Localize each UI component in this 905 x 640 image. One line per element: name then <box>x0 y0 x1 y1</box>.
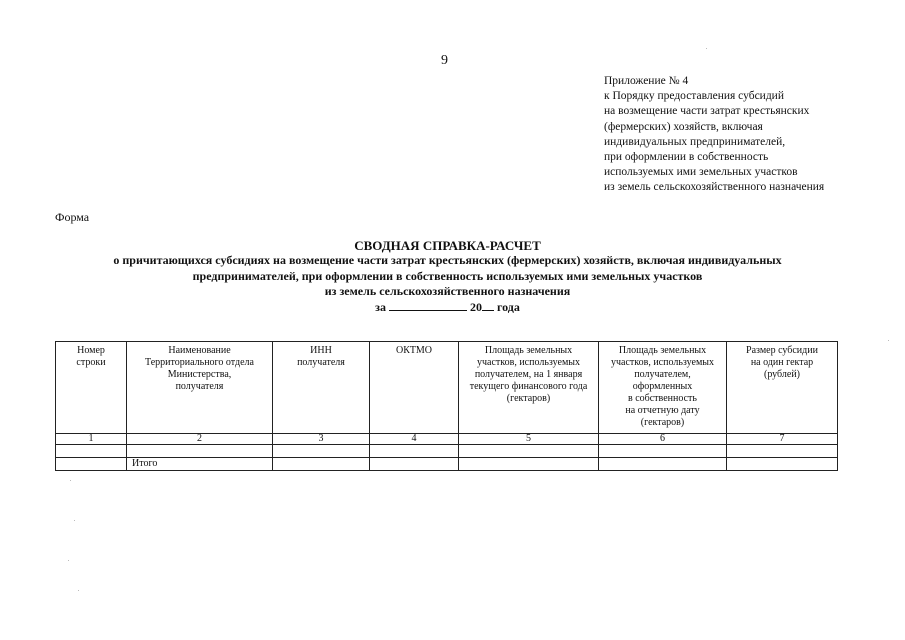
header-text: Площадь земельных <box>618 345 707 356</box>
header-text: Наименование <box>168 345 231 356</box>
period-prefix: за <box>375 300 386 315</box>
table-cell <box>459 445 599 458</box>
column-number-cell: 3 <box>273 434 370 445</box>
header-text: оформленных <box>632 381 693 392</box>
table-cell <box>56 458 127 471</box>
header-text: на отчетную дату <box>625 405 700 416</box>
header-text: Площадь земельных <box>484 345 573 356</box>
header-cell <box>273 342 370 434</box>
header-text: получателем, <box>634 369 691 380</box>
form-label: Форма <box>55 210 90 224</box>
table-cell <box>370 445 459 458</box>
title-line: о причитающихся субсидиях на возмещение части затрат крестьянских (фермерских) хозяйств, включая индивидуальных <box>113 253 782 268</box>
appendix-line: при оформлении в собственность <box>604 151 769 164</box>
table-cell <box>56 445 127 458</box>
header-text: Размер субсидии <box>746 345 818 356</box>
header-text: (гектаров) <box>506 393 551 404</box>
scan-speck <box>706 48 707 49</box>
table-cell <box>727 458 838 471</box>
header-text: получателя <box>175 381 224 392</box>
title-period <box>40 299 855 315</box>
header-text: на один гектар <box>750 357 814 368</box>
header-text: Территориального отдела <box>145 357 254 368</box>
scan-speck <box>68 560 69 561</box>
header-text: строки <box>76 357 106 368</box>
year-blank <box>482 299 494 311</box>
column-number-cell: 6 <box>599 434 727 445</box>
header-text: ОКТМО <box>396 345 432 356</box>
header-text: Номер <box>77 345 105 356</box>
appendix-line: на возмещение части затрат крестьянских <box>604 105 810 118</box>
appendix-line: индивидуальных предпринимателей, <box>604 135 786 148</box>
calculation-table <box>55 341 838 471</box>
header-text: участков, используемых <box>610 357 714 368</box>
table-cell <box>273 458 370 471</box>
column-number-cell: 4 <box>370 434 459 445</box>
header-cell <box>56 342 127 434</box>
page-number: 9 <box>441 53 448 68</box>
table-cell <box>127 445 273 458</box>
header-cell <box>127 342 273 434</box>
appendix-line: из земель сельскохозяйственного назначения <box>604 181 825 194</box>
column-number-cell: 1 <box>56 434 127 445</box>
period-blank <box>389 299 467 311</box>
appendix-line: к Порядку предоставления субсидий <box>604 90 784 103</box>
table-cell <box>370 458 459 471</box>
header-cell <box>459 342 599 434</box>
total-label: Итого <box>127 458 273 471</box>
table-cell <box>273 445 370 458</box>
header-text: получателя <box>297 357 345 368</box>
column-number-cell: 2 <box>127 434 273 445</box>
table-cell <box>599 458 727 471</box>
table-header-row <box>56 342 838 434</box>
header-text: в собственность <box>628 393 697 404</box>
period-suffix: года <box>496 300 520 315</box>
title-line: предпринимателей, при оформлении в собственность используемых ими земельных участков <box>192 268 703 283</box>
header-text: Министерства, <box>167 369 232 380</box>
header-cell <box>370 342 459 434</box>
appendix-line: Приложение № 4 <box>604 75 689 87</box>
header-text: участков, используемых <box>476 357 580 368</box>
appendix-note <box>604 74 824 196</box>
title-main: СВОДНАЯ СПРАВКА-РАСЧЕТ <box>354 238 541 253</box>
scan-speck <box>78 590 79 591</box>
scan-speck <box>70 480 71 481</box>
total-row <box>56 458 838 471</box>
table-cell <box>727 445 838 458</box>
scan-speck <box>888 340 889 341</box>
header-text: текущего финансового года <box>469 381 588 392</box>
title-line: из земель сельскохозяйственного назначения <box>324 283 571 298</box>
column-number-cell: 7 <box>727 434 838 445</box>
column-number-row <box>56 434 838 445</box>
appendix-line: используемых ими земельных участков <box>604 166 798 179</box>
header-cell <box>727 342 838 434</box>
header-text: (гектаров) <box>640 417 685 428</box>
table-cell <box>459 458 599 471</box>
appendix-line: (фермерских) хозяйств, включая <box>604 120 763 133</box>
table-row <box>56 445 838 458</box>
table-cell <box>599 445 727 458</box>
period-year-prefix: 20 <box>469 300 482 315</box>
header-text: получателем, на 1 января <box>474 369 583 380</box>
column-number-cell: 5 <box>459 434 599 445</box>
scan-speck <box>74 520 75 521</box>
document-title <box>40 238 855 315</box>
header-text: ИНН <box>310 345 332 356</box>
header-cell <box>599 342 727 434</box>
header-text: (рублей) <box>763 369 800 380</box>
